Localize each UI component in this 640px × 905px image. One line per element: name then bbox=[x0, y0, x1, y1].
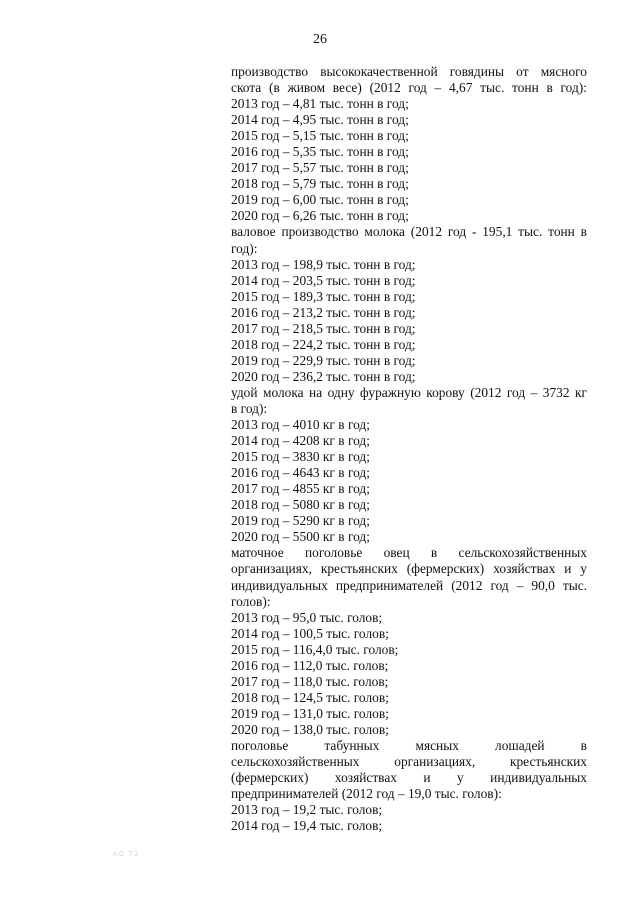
list-item: 2016 год – 5,35 тыс. тонн в год; bbox=[231, 144, 409, 160]
list-item: 2017 год – 5,57 тыс. тонн в год; bbox=[231, 160, 409, 176]
list-item: 2013 год – 95,0 тыс. голов; bbox=[231, 609, 383, 625]
list-item: 2014 год – 203,5 тыс. тонн в год; bbox=[231, 272, 416, 288]
list-item: 2015 год – 189,3 тыс. тонн в год; bbox=[231, 288, 416, 304]
list-item: 2018 год – 5,79 тыс. тонн в год; bbox=[231, 176, 409, 192]
beef-intro-line-1: производство высококачественной говядины от мясного bbox=[231, 64, 587, 79]
list-item: 2019 год – 131,0 тыс. голов; bbox=[231, 705, 389, 721]
yield-intro-line-2: в год): bbox=[231, 400, 268, 416]
sheep-intro-line-3: индивидуальных предпринимателей (2012 год – 90,0 тыс. bbox=[231, 577, 587, 593]
list-item: 2013 год – 4010 кг в год; bbox=[231, 417, 370, 433]
horses-intro-line-2: сельскохозяйственных организациях, крестьянских bbox=[231, 754, 587, 770]
sheep-intro-line-1: маточное поголовье овец в сельскохозяйственных bbox=[231, 545, 587, 561]
list-item: 2014 год – 100,5 тыс. голов; bbox=[231, 625, 389, 641]
list-item: 2019 год – 6,00 тыс. тонн в год; bbox=[231, 192, 409, 208]
list-item: 2016 год – 213,2 тыс. тонн в год; bbox=[231, 304, 416, 320]
list-item: 2017 год – 118,0 тыс. голов; bbox=[231, 673, 389, 689]
page-number: 26 bbox=[313, 32, 327, 47]
horses-intro-line-1: поголовье табунных мясных лошадей в bbox=[231, 737, 587, 753]
list-item: 2020 год – 138,0 тыс. голов; bbox=[231, 721, 389, 737]
horses-intro-line-4: предпринимателей (2012 год – 19,0 тыс. голов): bbox=[231, 786, 502, 802]
horses-intro-line-3: (фермерских) хозяйствах и у индивидуальных bbox=[231, 770, 587, 786]
sheep-intro-line-4: голов): bbox=[231, 593, 271, 609]
list-item: 2015 год – 116,4,0 тыс. голов; bbox=[231, 641, 399, 657]
yield-intro-line-1: удой молока на одну фуражную корову (2012 год – 3732 кг bbox=[231, 384, 587, 400]
list-item: 2013 год – 4,81 тыс. тонн в год; bbox=[231, 96, 409, 112]
sheep-intro-line-2: организациях, крестьянских (фермерских) хозяйствах и у bbox=[231, 561, 587, 577]
list-item: 2014 год – 4208 кг в год; bbox=[231, 433, 370, 449]
list-item: 2015 год – 3830 кг в год; bbox=[231, 449, 370, 465]
list-item: 2018 год – 124,5 тыс. голов; bbox=[231, 689, 389, 705]
list-item: 2020 год – 236,2 тыс. тонн в год; bbox=[231, 368, 416, 384]
footer-mark: АО 72 bbox=[113, 850, 140, 858]
milk-intro-line-2: год): bbox=[231, 240, 258, 256]
list-item: 2019 год – 229,9 тыс. тонн в год; bbox=[231, 352, 416, 368]
list-item: 2020 год – 5500 кг в год; bbox=[231, 529, 370, 545]
list-item: 2018 год – 5080 кг в год; bbox=[231, 497, 370, 513]
list-item: 2018 год – 224,2 тыс. тонн в год; bbox=[231, 336, 416, 352]
list-item: 2016 год – 112,0 тыс. голов; bbox=[231, 657, 389, 673]
list-item: 2014 год – 4,95 тыс. тонн в год; bbox=[231, 112, 409, 128]
list-item: 2014 год – 19,4 тыс. голов; bbox=[231, 818, 383, 834]
list-item: 2017 год – 4855 кг в год; bbox=[231, 481, 370, 497]
document-body bbox=[231, 64, 587, 834]
list-item: 2017 год – 218,5 тыс. тонн в год; bbox=[231, 320, 416, 336]
list-item: 2016 год – 4643 кг в год; bbox=[231, 465, 370, 481]
list-item: 2015 год – 5,15 тыс. тонн в год; bbox=[231, 128, 409, 144]
list-item: 2020 год – 6,26 тыс. тонн в год; bbox=[231, 208, 409, 224]
beef-intro-line-2: скота (в живом весе) (2012 год – 4,67 тыс. тонн в год): bbox=[231, 80, 587, 96]
milk-intro-line-1: валовое производство молока (2012 год - 195,1 тыс. тонн в bbox=[231, 224, 587, 240]
list-item: 2013 год – 198,9 тыс. тонн в год; bbox=[231, 256, 416, 272]
list-item: 2019 год – 5290 кг в год; bbox=[231, 513, 370, 529]
list-item: 2013 год – 19,2 тыс. голов; bbox=[231, 802, 383, 818]
